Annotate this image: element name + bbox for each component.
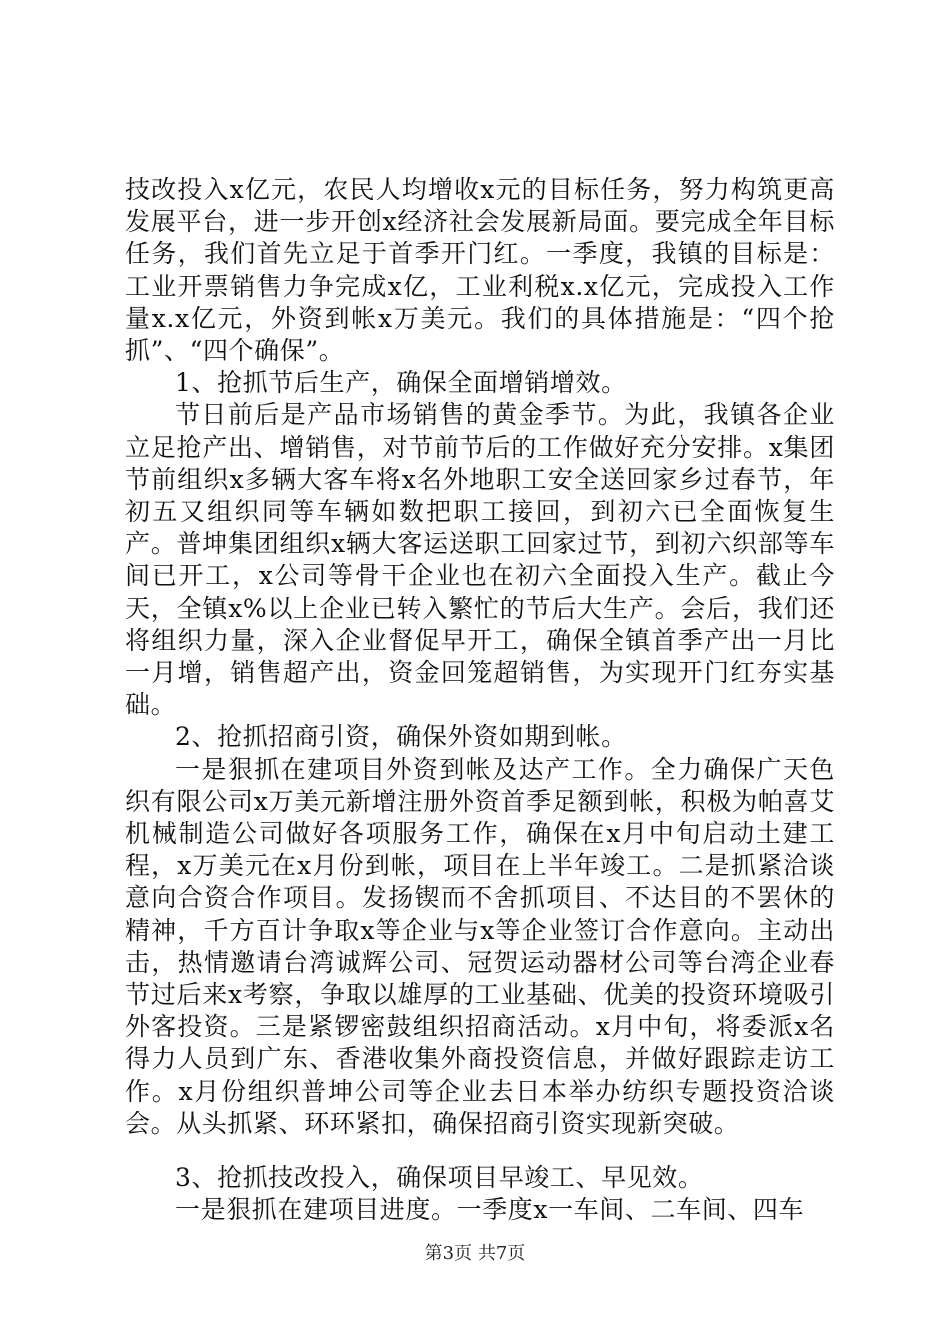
paragraph-item-2: 一是狠抓在建项目外资到帐及达产工作。全力确保广天色织有限公司x万美元新增注册外资首季足额到帐，积极为帕喜艾机械制造公司做好各项服务工作，确保在x月中旬启动土建工程，x万美元在x月份到帐，项目在上半年竣工。二是抓紧洽谈意向合资合作项目。发扬锲而不舍抓项目、不达目的不罢休的精神，千方百计争取x等企业与x等企业签订合作意向。主动出击，热情邀请台湾诚辉公司、冠贺运动器材公司等台湾企业春节过后来x考察，争取以雄厚的工业基础、优美的投资环境吸引外客投资。三是紧锣密鼓组织招商活动。x月中旬，将委派x名得力人员到广东、香港收集外商投资信息，并做好跟踪走访工作。x月份组织普坤公司等企业去日本举办纺织专题投资洽谈会。从头抓紧、环环紧扣，确保招商引资实现新突破。 [125, 754, 835, 1138]
paragraph-item-1: 节日前后是产品市场销售的黄金季节。为此，我镇各企业立足抢产出、增销售，对节前节后的工作做好充分安排。x集团节前组织x多辆大客车将x名外地职工安全送回家乡过春节，年初五又组织同等车辆如数把职工接回，到初六已全面恢复生产。普坤集团组织x辆大客运送职工回家过节，到初六织部等车间已开工，x公司等骨干企业也在初六全面投入生产。截止今天，全镇x%以上企业已转入繁忙的节后大生产。会后，我们还将组织力量，深入企业督促早开工，确保全镇首季产出一月比一月增，销售超产出，资金回笼超销售，为实现开门红夯实基础。 [125, 400, 835, 720]
heading-item-1: 1、抢抓节后生产，确保全面增销增效。 [175, 368, 627, 398]
document-body [125, 174, 835, 1227]
page-footer: 第3页 共7页 [424, 1243, 526, 1264]
heading-item-2: 2、抢抓招商引资，确保外资如期到帐。 [175, 722, 627, 752]
paragraph-intro: 技改投入x亿元，农民人均增收x元的目标任务，努力构筑更高发展平台，进一步开创x经济社会发展新局面。要完成全年目标任务，我们首先立足于首季开门红。一季度，我镇的目标是：工业开票销售力争完成x亿，工业利税x.x亿元，完成投入工作量x.x亿元，外资到帐x万美元。我们的具体措施是：“四个抢抓”、“四个确保”。 [125, 175, 835, 366]
paragraph-gap [125, 1140, 835, 1162]
heading-item-3: 3、抢抓技改投入，确保项目早竣工、早见效。 [175, 1163, 704, 1193]
paragraph-item-3: 一是狠抓在建项目进度。一季度x一车间、二车间、四车 [175, 1195, 805, 1225]
